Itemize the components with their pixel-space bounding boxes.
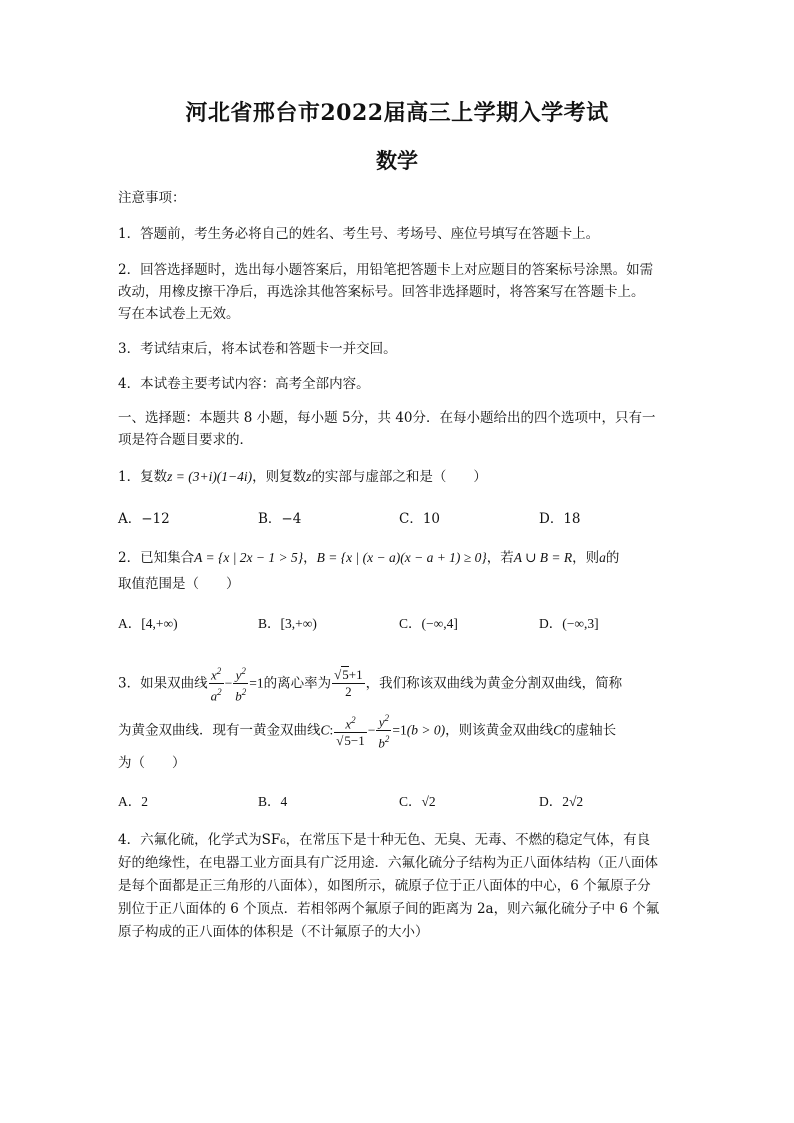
q2-set-a: A = {x | 2x − 1 > 5} [194, 550, 304, 565]
q3-eccentricity: $\frac{√5+1}{2}$ [334, 667, 363, 700]
q3-frac-x: $\frac{x^2}{a^2}$ [210, 666, 222, 704]
q3-post-1: 的离心率为 [263, 675, 332, 692]
note-2-line-2: 改动，用橡皮擦干净后，再选涂其他答案标号。回答非选择题时，将答案写在答题卡上。 [118, 284, 645, 300]
q3-l2-prefix: 为黄金双曲线．现有一黄金双曲线 [118, 722, 321, 739]
subject-title: 数学 [376, 148, 418, 173]
q2-set-b: B = {x | (x − a)(x − a + 1) ≥ 0} [316, 550, 487, 565]
q2-option-a: A．[4,+∞) [118, 616, 178, 631]
question-4-line-1: 4．六氟化硫，化学式为SF₆，在常压下是十种无色、无臭、无毒、不燃的稳定气体，有良 [118, 832, 651, 848]
note-3: 3．考试结束后，将本试卷和答题卡一并交回。 [118, 341, 397, 357]
q1-option-a: A．−12 [118, 511, 170, 527]
q2-variable: a [599, 550, 606, 565]
notes-heading: 注意事项： [118, 190, 186, 206]
q3-l2-frac-x: $\frac{x^2}{√5-1}$ [336, 715, 365, 749]
q3-option-b: B．4 [258, 794, 288, 809]
question-1 [118, 467, 678, 487]
q1-expression: z = (3+i)(1−4i) [167, 469, 253, 484]
q1-option-b: B．−4 [258, 511, 302, 527]
question-3-line-3: 为（ ） [118, 755, 186, 771]
q2-post: ，则 [572, 550, 600, 566]
question-4-line-3: 是每个面都是正三角形的八面体），如图所示，硫原子位于正八面体的中心，6 个氟原子分 [118, 878, 651, 894]
page-title: 河北省邢台市2022届高三上学期入学考试 [185, 100, 609, 126]
q3-prefix: 3．如果双曲线 [118, 675, 208, 692]
q3-post-2: ，我们称该双曲线为黄金分割双曲线，简称 [365, 675, 623, 692]
q1-option-d: D．18 [539, 511, 581, 527]
question-3-line-2: 为黄金双曲线．现有一黄金双曲线C: $\frac{x^2}{√5-1}$ − $\frac{y^2}{b^2}$ =1(b > 0)，则该黄金双曲线C的虚轴长 [118, 710, 678, 752]
section-1-line-1: 一、选择题：本题共 8 小题，每小题 5分，共 40分．在每小题给出的四个选项中，只有一 [118, 410, 656, 426]
q3-l2-curve-2: C [553, 722, 563, 738]
section-1-line-2: 项是符合题目要求的． [118, 432, 253, 448]
question-4-line-4: 别位于正八面体的 6 个顶点．若相邻两个氟原子间的距离为 2a，则六氟化硫分子中 6 个氟 [118, 901, 660, 917]
q3-l2-frac-y: $\frac{y^2}{b^2}$ [378, 713, 390, 751]
question-3-line-1: 3．如果双曲线 $\frac{x^2}{a^2}$ − $\frac{y^2}{b^2}$ =1的离心率为 $\frac{√5+1}{2}$ ，我们称该双曲线为黄金分割双曲线，简称 [118, 663, 678, 705]
q3-l2-post-2: 的虚轴长 [562, 722, 617, 739]
q3-option-d: D．2√2 [539, 794, 584, 809]
note-4: 4．本试卷主要考试内容：高考全部内容。 [118, 376, 370, 392]
q2-option-d: D．(−∞,3] [539, 616, 599, 631]
q3-option-a: A．2 [118, 794, 148, 809]
q2-condition: A ∪ B = R [513, 550, 573, 565]
q1-stem-end: 的实部与虚部之和是（ ） [311, 469, 487, 485]
note-1: 1．答题前，考生务必将自己的姓名、考生号、考场号、座位号填写在答题卡上。 [118, 226, 600, 242]
question-2-line-2: 取值范围是（ ） [118, 576, 240, 592]
q1-option-c: C．10 [399, 511, 441, 527]
q2-option-c: C．(−∞,4] [399, 616, 458, 631]
q2-end: 的 [605, 550, 620, 566]
note-2-line-3: 写在本试卷上无效。 [118, 306, 240, 322]
q3-l2-curve: C [320, 722, 330, 738]
q1-variable: z [306, 469, 312, 484]
q3-frac-y: $\frac{y^2}{b^2}$ [235, 666, 247, 704]
q3-l2-post: ，则该黄金双曲线 [445, 722, 554, 739]
q1-mid: ，则复数 [252, 469, 307, 485]
q1-prefix: 1．复数 [118, 469, 168, 485]
note-2-line-1: 2．回答选择题时，选出每小题答案后，用铅笔把答题卡上对应题目的答案标号涂黑。如需 [118, 262, 654, 278]
q3-option-c: C．√2 [399, 794, 436, 809]
q2-prefix: 2．已知集合 [118, 550, 195, 566]
question-2-line-1 [118, 548, 678, 568]
question-4-line-5: 原子构成的正八面体的体积是（不计氟原子的大小） [118, 924, 429, 940]
q2-mid: ，若 [486, 550, 514, 566]
q3-l2-condition: (b > 0) [406, 722, 446, 738]
question-4-line-2: 好的绝缘性，在电器工业方面具有广泛用途．六氟化硫分子结构为正八面体结构（正八面体 [118, 855, 658, 871]
q2-option-b: B．[3,+∞) [258, 616, 317, 631]
q2-comma: ， [303, 550, 317, 566]
